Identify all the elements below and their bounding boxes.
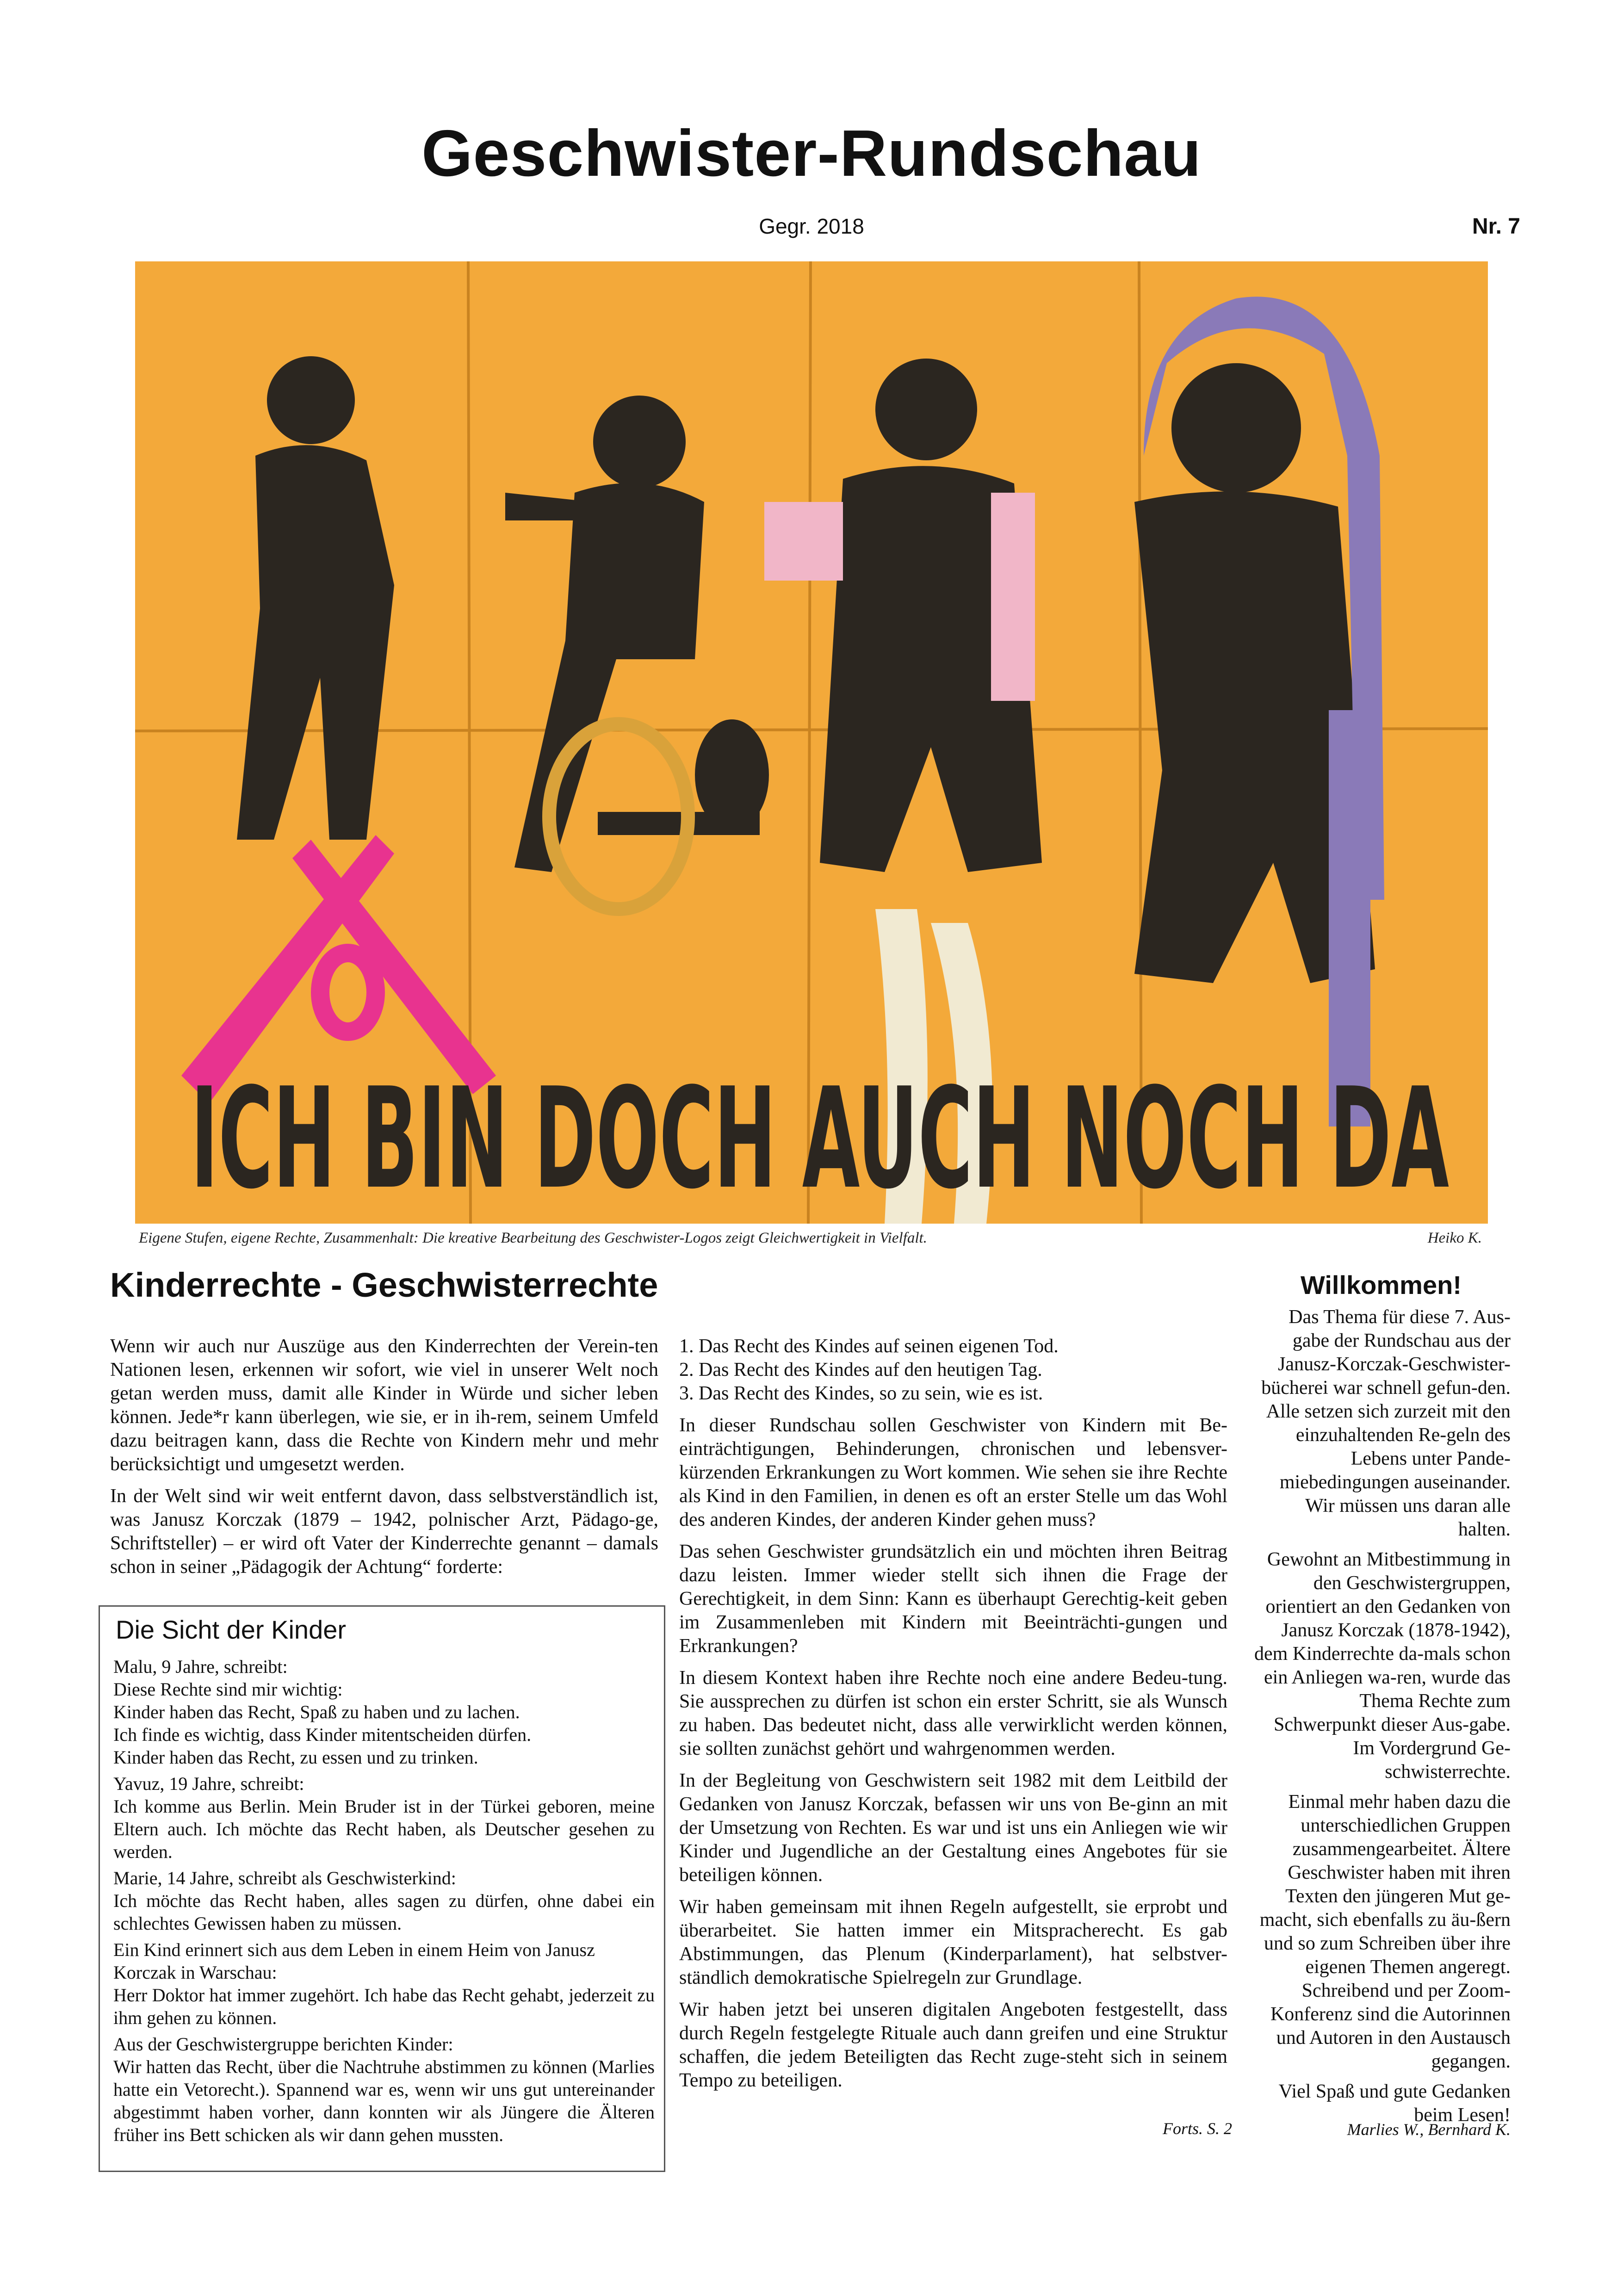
continued-note: Forts. S. 2 [1162, 2119, 1232, 2138]
newspaper-title: Geschwister-Rundschau [421, 117, 1202, 190]
article-column-1 [110, 1335, 658, 1587]
article-paragraph: Wir haben jetzt bei unseren digitalen Angeboten festgestellt, dass durch Regeln festgelegte Rituale auch dann greifen und eine Struktur schaffen, die jedem Beteiligten das Recht zuge-steht sich in seinem Tempo zu beteiligen. [679, 1999, 1227, 2091]
statement-line: Malu, 9 Jahre, schreibt: [113, 1656, 288, 1677]
statement-line: Yavuz, 19 Jahre, schreibt: [113, 1773, 304, 1794]
article-paragraph: Das sehen Geschwister grundsätzlich ein und möchten ihren Beitrag dazu leisten. Immer wieder stellt sich ihnen die Frage der Gerechtigkeit, in dem Sinn: Kann es überhaupt Gerechtig-keit geben im Zusammenleben mit Kindern mit Beeinträchti-gungen und Erkrankungen? [679, 1541, 1227, 1657]
artwork-illustration [135, 261, 1488, 1224]
statement-line: Ich möchte das Recht haben, alles sagen zu dürfen, ohne dabei ein schlechtes Gewissen haben zu müssen. [113, 1890, 655, 1934]
small-wheel [695, 719, 769, 830]
statement-line: Wir hatten das Recht, über die Nachtruhe abstimmen zu können (Marlies hatte ein Vetorecht.). Spannend war es, wenn wir uns gut untereinander abgestimmt haben vorher, dann konnten wir als Jüngere die Älteren früher ins Bett schicken als wir dann gehen mussten. [113, 2056, 655, 2145]
article-paragraph: Wir haben gemeinsam mit ihnen Regeln aufgestellt, sie erprobt und überarbeitet. Sie hatten immer ein Mitspracherecht. Es gab Abstimmungen, das Plenum (Kinderparlament), hat selbstver-ständlich demokratische Spielregeln zur Grundlage. [679, 1896, 1227, 1988]
child-statement [113, 1867, 655, 1935]
founded-date: Gegr. 2018 [759, 214, 864, 238]
article-paragraph: Wenn wir auch nur Auszüge aus den Kinderrechten der Verein-ten Nationen lesen, erkennen wir sofort, wie viel in unserer Welt noch getan werden muss, damit alle Kinder in Würde und sicher leben können. Jede*r kann überlegen, wie sie, er in ih-rem, seinem Umfeld dazu beitragen kann, dass die Rechte von Kindern mehr und mehr berücksichtigt und umgesetzt werden. [110, 1336, 658, 1475]
child-statement [113, 2033, 655, 2146]
rights-list-item: 3. Das Recht des Kindes, so zu sein, wie es ist. [679, 1383, 1043, 1404]
rights-list-item: 1. Das Recht des Kindes auf seinen eigenen Tod. [679, 1336, 1059, 1357]
statement-line: Aus der Geschwistergruppe berichten Kinder: [113, 2034, 453, 2055]
article-paragraph: In dieser Rundschau sollen Geschwister von Kindern mit Be-einträchtigungen, Behinderungen, chronischen und lebensver-kürzenden Erkrankungen zu Wort kommen. Wie sehen sie ihre Rechte als Kind in den Familien, in denen es oft an erster Stelle um das Wohl des anderen Kindes, der anderen Kinder gehen muss? [679, 1415, 1227, 1530]
article-paragraph: In diesem Kontext haben ihre Rechte noch eine andere Bedeu-tung. Sie aussprechen zu dürfen ist schon ein erster Schritt, sie als Wunsch zu haben. Das bedeutet nicht, dass alle verwirklicht werden können, sie sollten zunächst gehört und wahrgenommen werden. [679, 1667, 1227, 1759]
welcome-paragraph: Viel Spaß und gute Gedanken beim Lesen! [1278, 2081, 1511, 2126]
welcome-column [1254, 1306, 1511, 2134]
child-statement [113, 1655, 655, 1769]
child-statement [113, 1938, 655, 2029]
photo-caption: Eigene Stufen, eigene Rechte, Zusammenhalt: Die kreative Bearbeitung des Geschwister-Logos zeigt Gleichwertigkeit in Vielfalt. [139, 1230, 927, 1246]
photo-credit: Heiko K. [1427, 1230, 1482, 1246]
statement-line: Marie, 14 Jahre, schreibt als Geschwisterkind: [113, 1868, 456, 1888]
statement-line: Kinder haben das Recht, zu essen und zu trinken. [113, 1747, 478, 1768]
issue-number: Nr. 7 [1472, 214, 1520, 239]
pink-ribbon [764, 502, 843, 581]
statement-line: Diese Rechte sind mir wichtig: [113, 1679, 343, 1700]
article-headline: Kinderrechte - Geschwisterrechte [110, 1266, 658, 1304]
article-column-2 [679, 1335, 1227, 2101]
welcome-paragraph: Gewohnt an Mitbestimmung in den Geschwistergruppen, orientiert an den Gedanken von Janusz Korczak (1878-1942), dem Kinderrechte da-mals schon ein Anliegen wa-ren, wurde das Thema Rechte zum Schwerpunkt dieser Aus-gabe. Im Vordergrund Ge-schwisterrechte. [1254, 1549, 1511, 1782]
box-body [113, 1655, 655, 2150]
welcome-paragraph: Einmal mehr haben dazu die unterschiedlichen Gruppen zusammengearbeitet. Ältere Geschwister haben mit ihren Texten den jüngeren Mut ge-macht, sich ebenfalls zu äu-ßern und so zum Schreiben über ihre eigenen Themen angeregt. Schreibend und per Zoom-Konferenz sind die Autorinnen und Autoren in den Austausch gegangen. [1259, 1791, 1511, 2072]
statement-line: Ich finde es wichtig, dass Kinder mitentscheiden dürfen. [113, 1724, 532, 1745]
pink-ribbon [991, 493, 1035, 701]
artwork-lettering: ICH BIN DOCH AUCH NOCH DA [191, 1058, 1450, 1219]
article-paragraph: In der Welt sind wir weit entfernt davon, dass selbstverständlich ist, was Janusz Korczak (1879 – 1942, polnischer Arzt, Pädago-ge, Schriftsteller) – er wird oft Vater der Kinderrechte genannt – damals schon in seiner „Pädagogik der Achtung“ forderte: [110, 1485, 658, 1578]
welcome-title: Willkommen! [1301, 1270, 1462, 1300]
statement-line: Kinder haben das Recht, Spaß zu haben und zu lachen. [113, 1702, 520, 1722]
box-title: Die Sicht der Kinder [116, 1615, 347, 1644]
welcome-paragraph: Das Thema für diese 7. Aus-gabe der Rundschau aus der Janusz-Korczak-Geschwister-bücherei war schnell gefun-den. Alle setzen sich zurzeit mit den einzuhaltenden Re-geln des Lebens unter Pande-miebedingungen auseinander. Wir müssen uns daran alle halten. [1261, 1306, 1511, 1540]
statement-line: Ich komme aus Berlin. Mein Bruder ist in der Türkei geboren, meine Eltern auch. Ich möchte das Recht haben, als Deutscher gesehen zu werden. [113, 1796, 655, 1862]
cover-artwork-photo [135, 261, 1488, 1224]
statement-line: Herr Doktor hat immer zugehört. Ich habe das Recht gehabt, jederzeit zu ihm gehen zu können. [113, 1985, 655, 2028]
welcome-signature: Marlies W., Bernhard K. [1347, 2120, 1511, 2139]
korczak-rights-list [679, 1335, 1227, 1405]
rights-list-item: 2. Das Recht des Kindes auf den heutigen Tag. [679, 1359, 1042, 1380]
child-statement [113, 1772, 655, 1863]
statement-line: Ein Kind erinnert sich aus dem Leben in einem Heim von Janusz Korczak in Warschau: [113, 1939, 595, 1983]
article-paragraph: In der Begleitung von Geschwistern seit 1982 mit dem Leitbild der Gedanken von Janusz Korczak, befassen wir uns von Be-ginn an mit der Umsetzung von Rechten. Es war und ist uns ein Anliegen wie wir Kinder und Jugendliche an der Gestaltung eines Angebotes für sie beteiligen können. [679, 1770, 1227, 1886]
